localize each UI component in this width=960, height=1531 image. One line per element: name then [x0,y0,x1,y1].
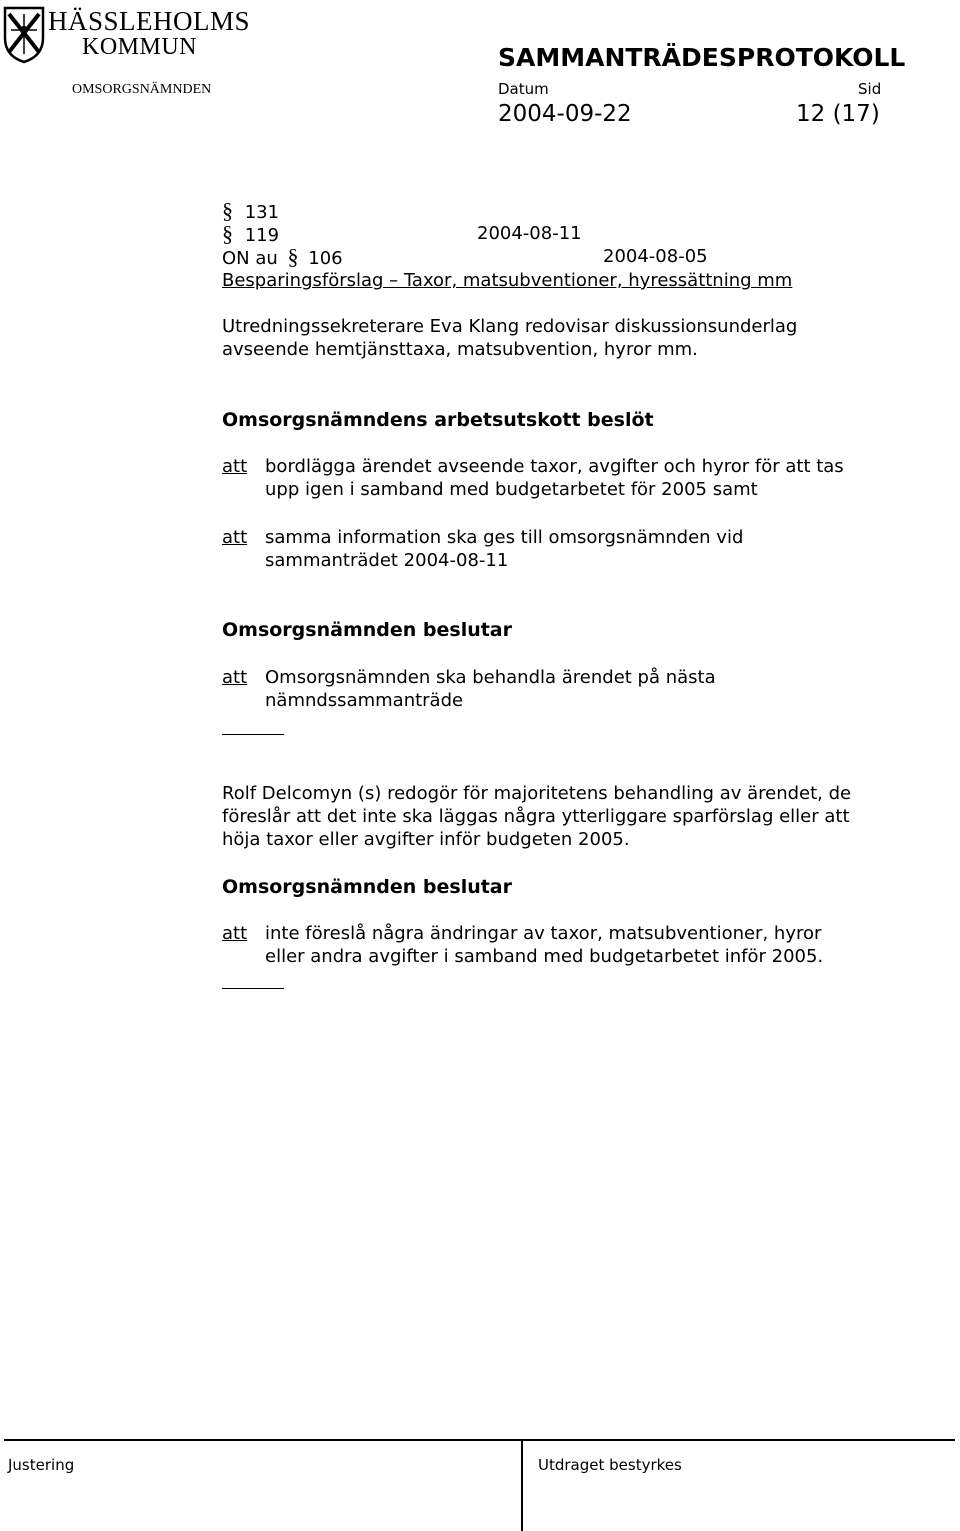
board-name: OMSORGSNÄMNDEN [72,82,212,97]
decision-2-line-2: eller andra avgifter i samband med budgetarbetet inför 2005. [265,946,824,967]
au-decision-heading: Omsorgsnämndens arbetsutskott beslöt [222,409,654,431]
decision-1-line-1: Omsorgsnämnden ska behandla ärendet på nästa [265,667,716,688]
discussion-line-3: höja taxor eller avgifter inför budgeten 2005. [222,829,630,850]
municipal-logo [3,6,45,64]
case-title: Besparingsförslag – Taxor, matsubventioner, hyressättning mm [222,270,793,291]
date-label: Datum [498,80,549,98]
page-number: 12 (17) [796,101,880,127]
footer-justering-label: Justering [8,1456,75,1474]
municipality-name-line1: HÄSSLEHOLMS [48,6,251,36]
coat-of-arms-icon [3,6,45,64]
case-ref-3-date: 2004-08-05 [603,246,708,267]
case-ref-3 [222,245,343,270]
section-symbol: § [222,221,233,246]
discussion-line-1: Rolf Delcomyn (s) redogör för majoritetens behandling av ärendet, de [222,783,852,804]
case-ref-3-prefix: ON au [222,248,278,269]
separator-line [222,734,284,735]
att-label: att [222,456,248,477]
decision-1-heading: Omsorgsnämnden beslutar [222,619,513,641]
decision-2-line-1: inte föreslå några ändringar av taxor, matsubventioner, hyror [265,923,822,944]
meeting-date: 2004-09-22 [498,101,632,127]
att-label: att [222,923,248,944]
au-item-2-line-1: samma information ska ges till omsorgsnämnden vid [265,527,744,548]
intro-line-2: avseende hemtjänsttaxa, matsubvention, hyror mm. [222,339,698,360]
municipality-name-line2: KOMMUN [82,34,198,60]
footer-divider [521,1439,523,1531]
separator-line [222,988,284,989]
au-item-1-line-2: upp igen i samband med budgetarbetet för 2005 samt [265,479,758,500]
document-type: SAMMANTRÄDESPROTOKOLL [498,43,906,72]
section-symbol: § [222,198,233,223]
section-symbol: § [287,244,299,269]
decision-1-line-2: nämndssammanträde [265,690,464,711]
au-item-2-line-2: sammanträdet 2004-08-11 [265,550,509,571]
au-item-1-line-1: bordlägga ärendet avseende taxor, avgifter och hyror för att tas [265,456,844,477]
att-label: att [222,667,248,688]
footer-utdraget-label: Utdraget bestyrkes [538,1456,682,1474]
case-ref-2-date: 2004-08-11 [477,223,582,244]
case-ref-2-number: 119 [244,225,280,246]
case-ref-3-number: 106 [308,248,343,269]
discussion-line-2: föreslår att det inte ska läggas några ytterliggare sparförslag eller att [222,806,850,827]
page-label: Sid [858,80,882,98]
decision-2-heading: Omsorgsnämnden beslutar [222,876,513,898]
att-label: att [222,527,248,548]
case-ref-1-number: 131 [244,202,280,223]
case-ref-2 [222,222,279,247]
footer-rule [4,1439,955,1441]
intro-line-1: Utredningssekreterare Eva Klang redovisar diskussionsunderlag [222,316,798,337]
